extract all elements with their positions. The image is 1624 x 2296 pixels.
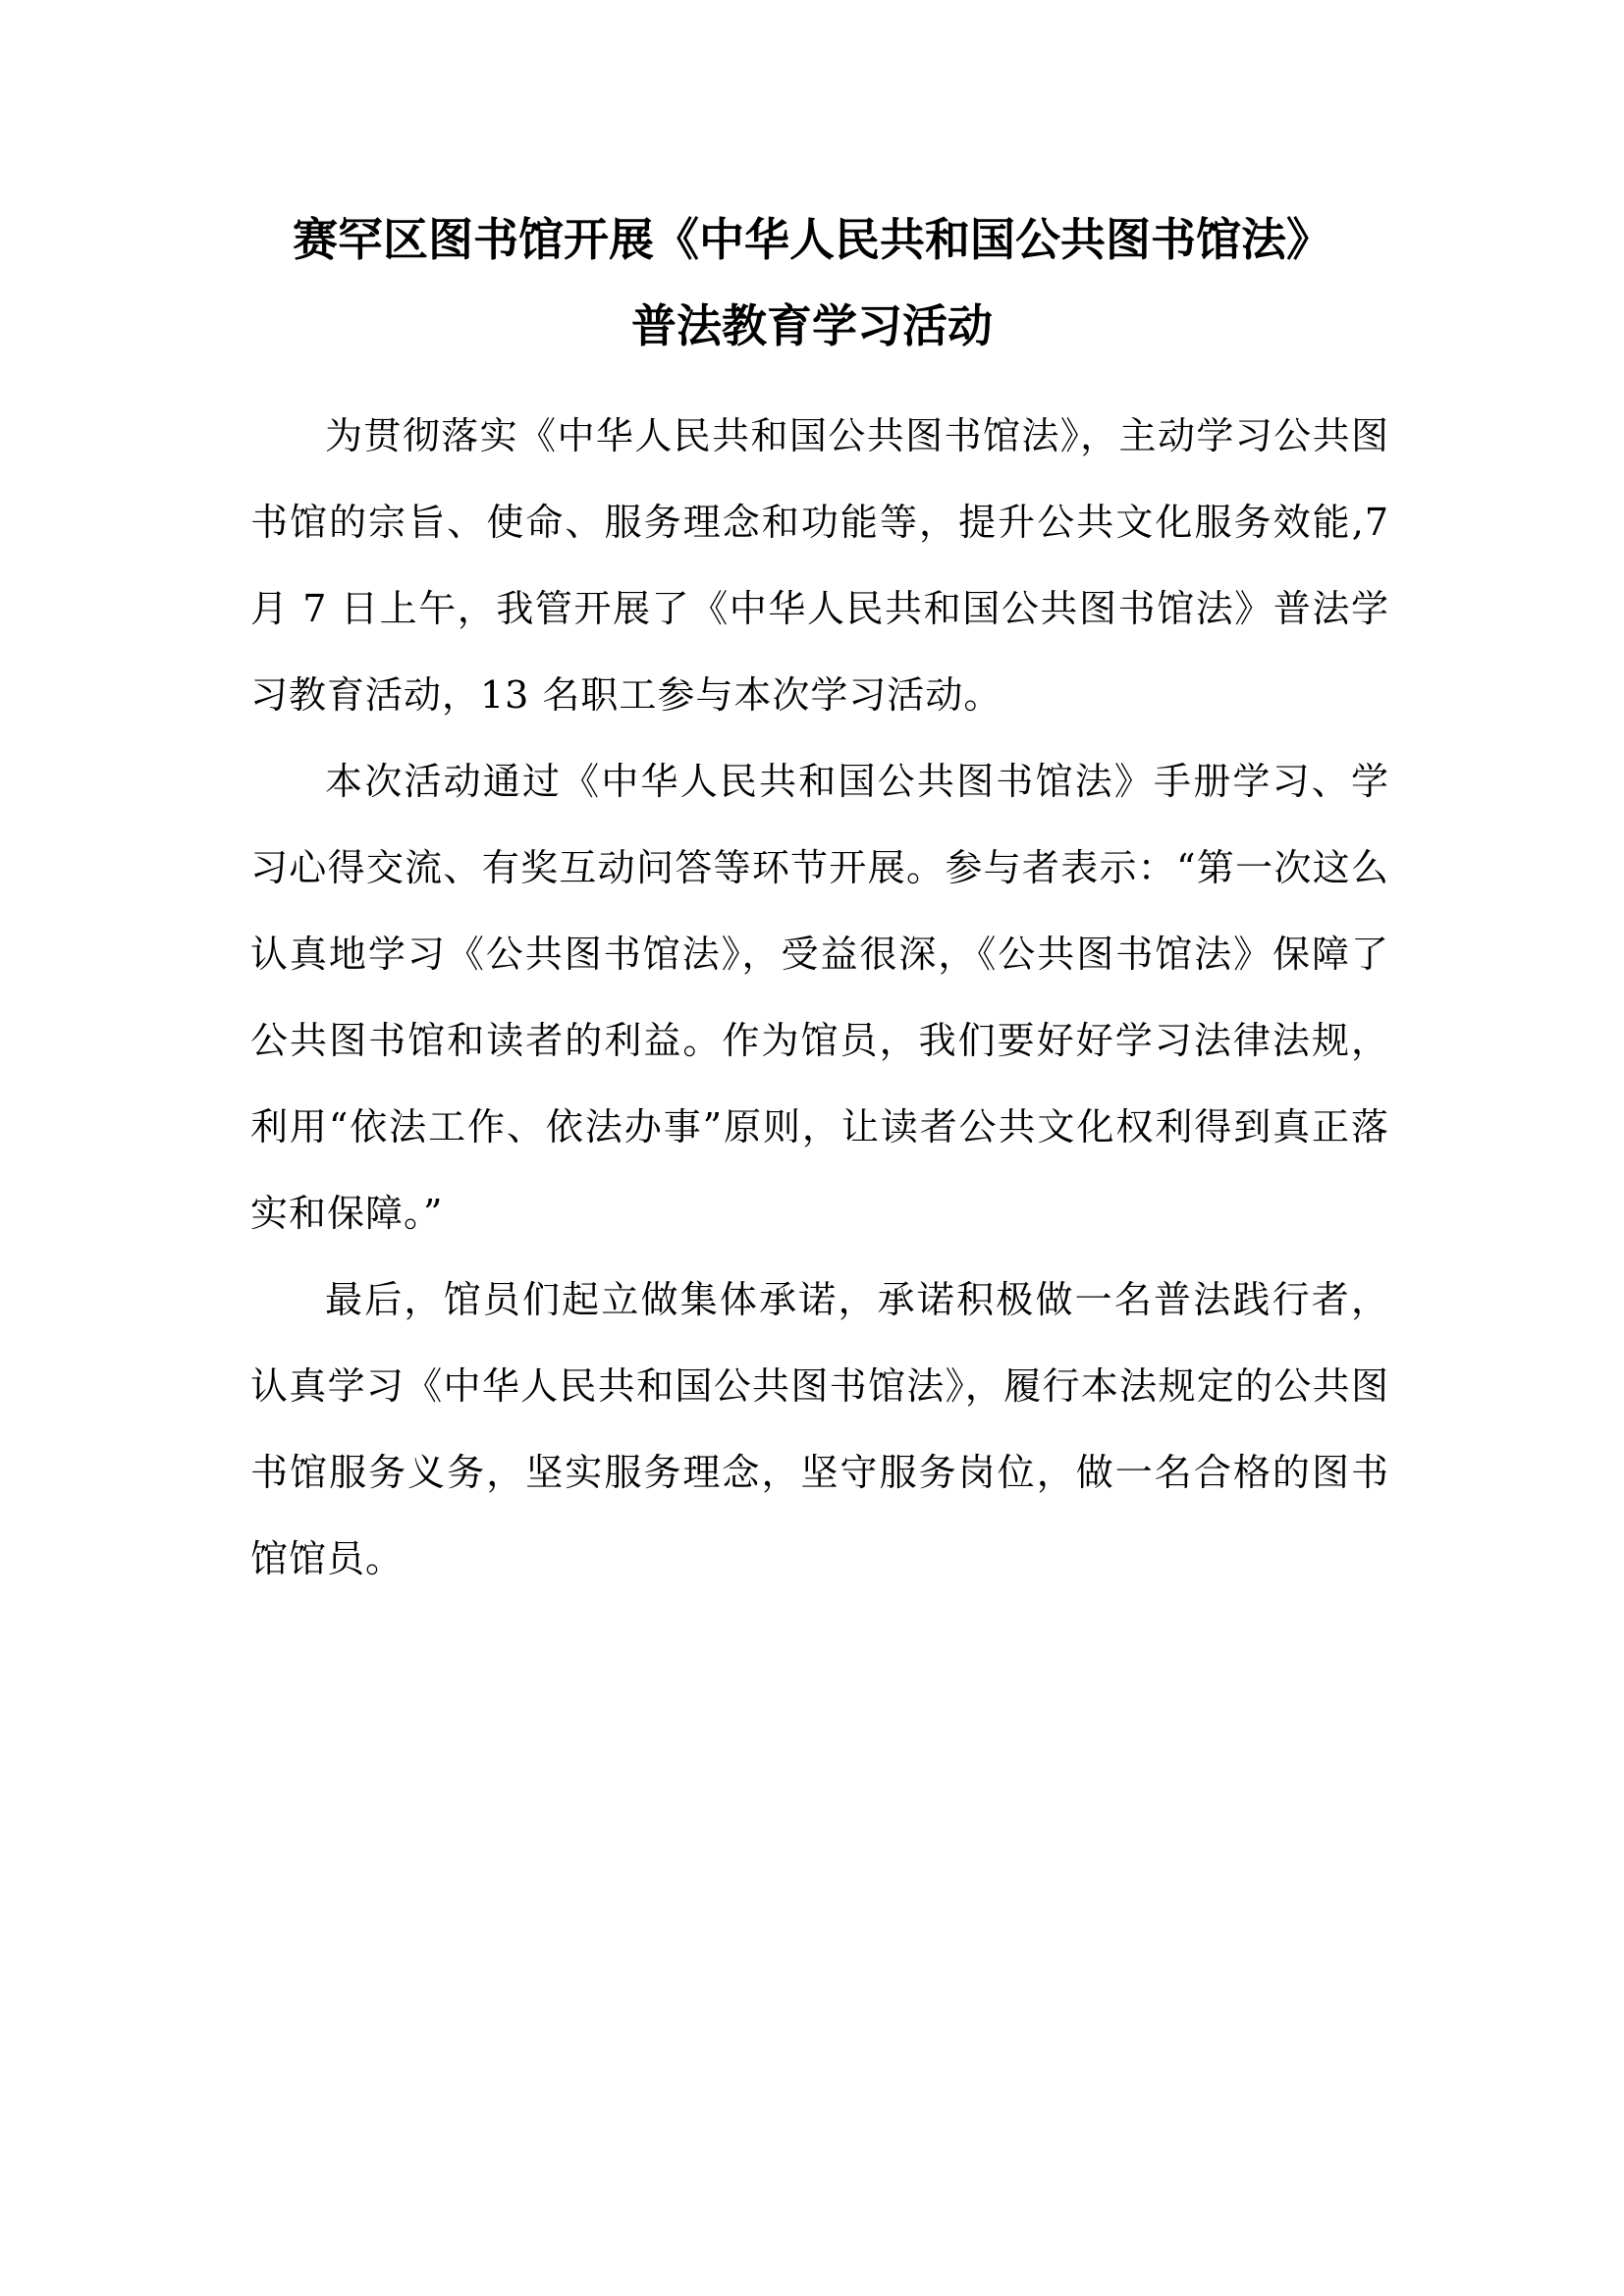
document-body [250,393,1389,1602]
document-title [236,196,1388,369]
paragraph-1: 为贯彻落实《中华人民共和国公共图书馆法》，主动学习公共图书馆的宗旨、使命、服务理念和功能等，提升公共文化服务效能,7 月 7 日上午，我管开展了《中华人民共和国公共图书馆法》普法学习教育活动，13 名职工参与本次学习活动。 [250,414,1389,717]
title-line-1: 赛罕区图书馆开展《中华人民共和国公共图书馆法》 [293,213,1331,266]
paragraph-3: 最后，馆员们起立做集体承诺，承诺积极做一名普法践行者，认真学习《中华人民共和国公共图书馆法》，履行本法规定的公共图书馆服务义务，坚实服务理念，坚守服务岗位，做一名合格的图书馆馆员。 [250,1278,1389,1580]
paragraph-2: 本次活动通过《中华人民共和国公共图书馆法》手册学习、学习心得交流、有奖互动问答等环节开展。参与者表示：“第一次这么认真地学习《公共图书馆法》，受益很深，《公共图书馆法》保障了公共图书馆和读者的利益。作为馆员，我们要好好学习法律法规，利用“依法工作、依法办事”原则，让读者公共文化权利得到真正落实和保障。” [250,760,1389,1235]
title-line-2: 普法教育学习活动 [631,299,993,352]
